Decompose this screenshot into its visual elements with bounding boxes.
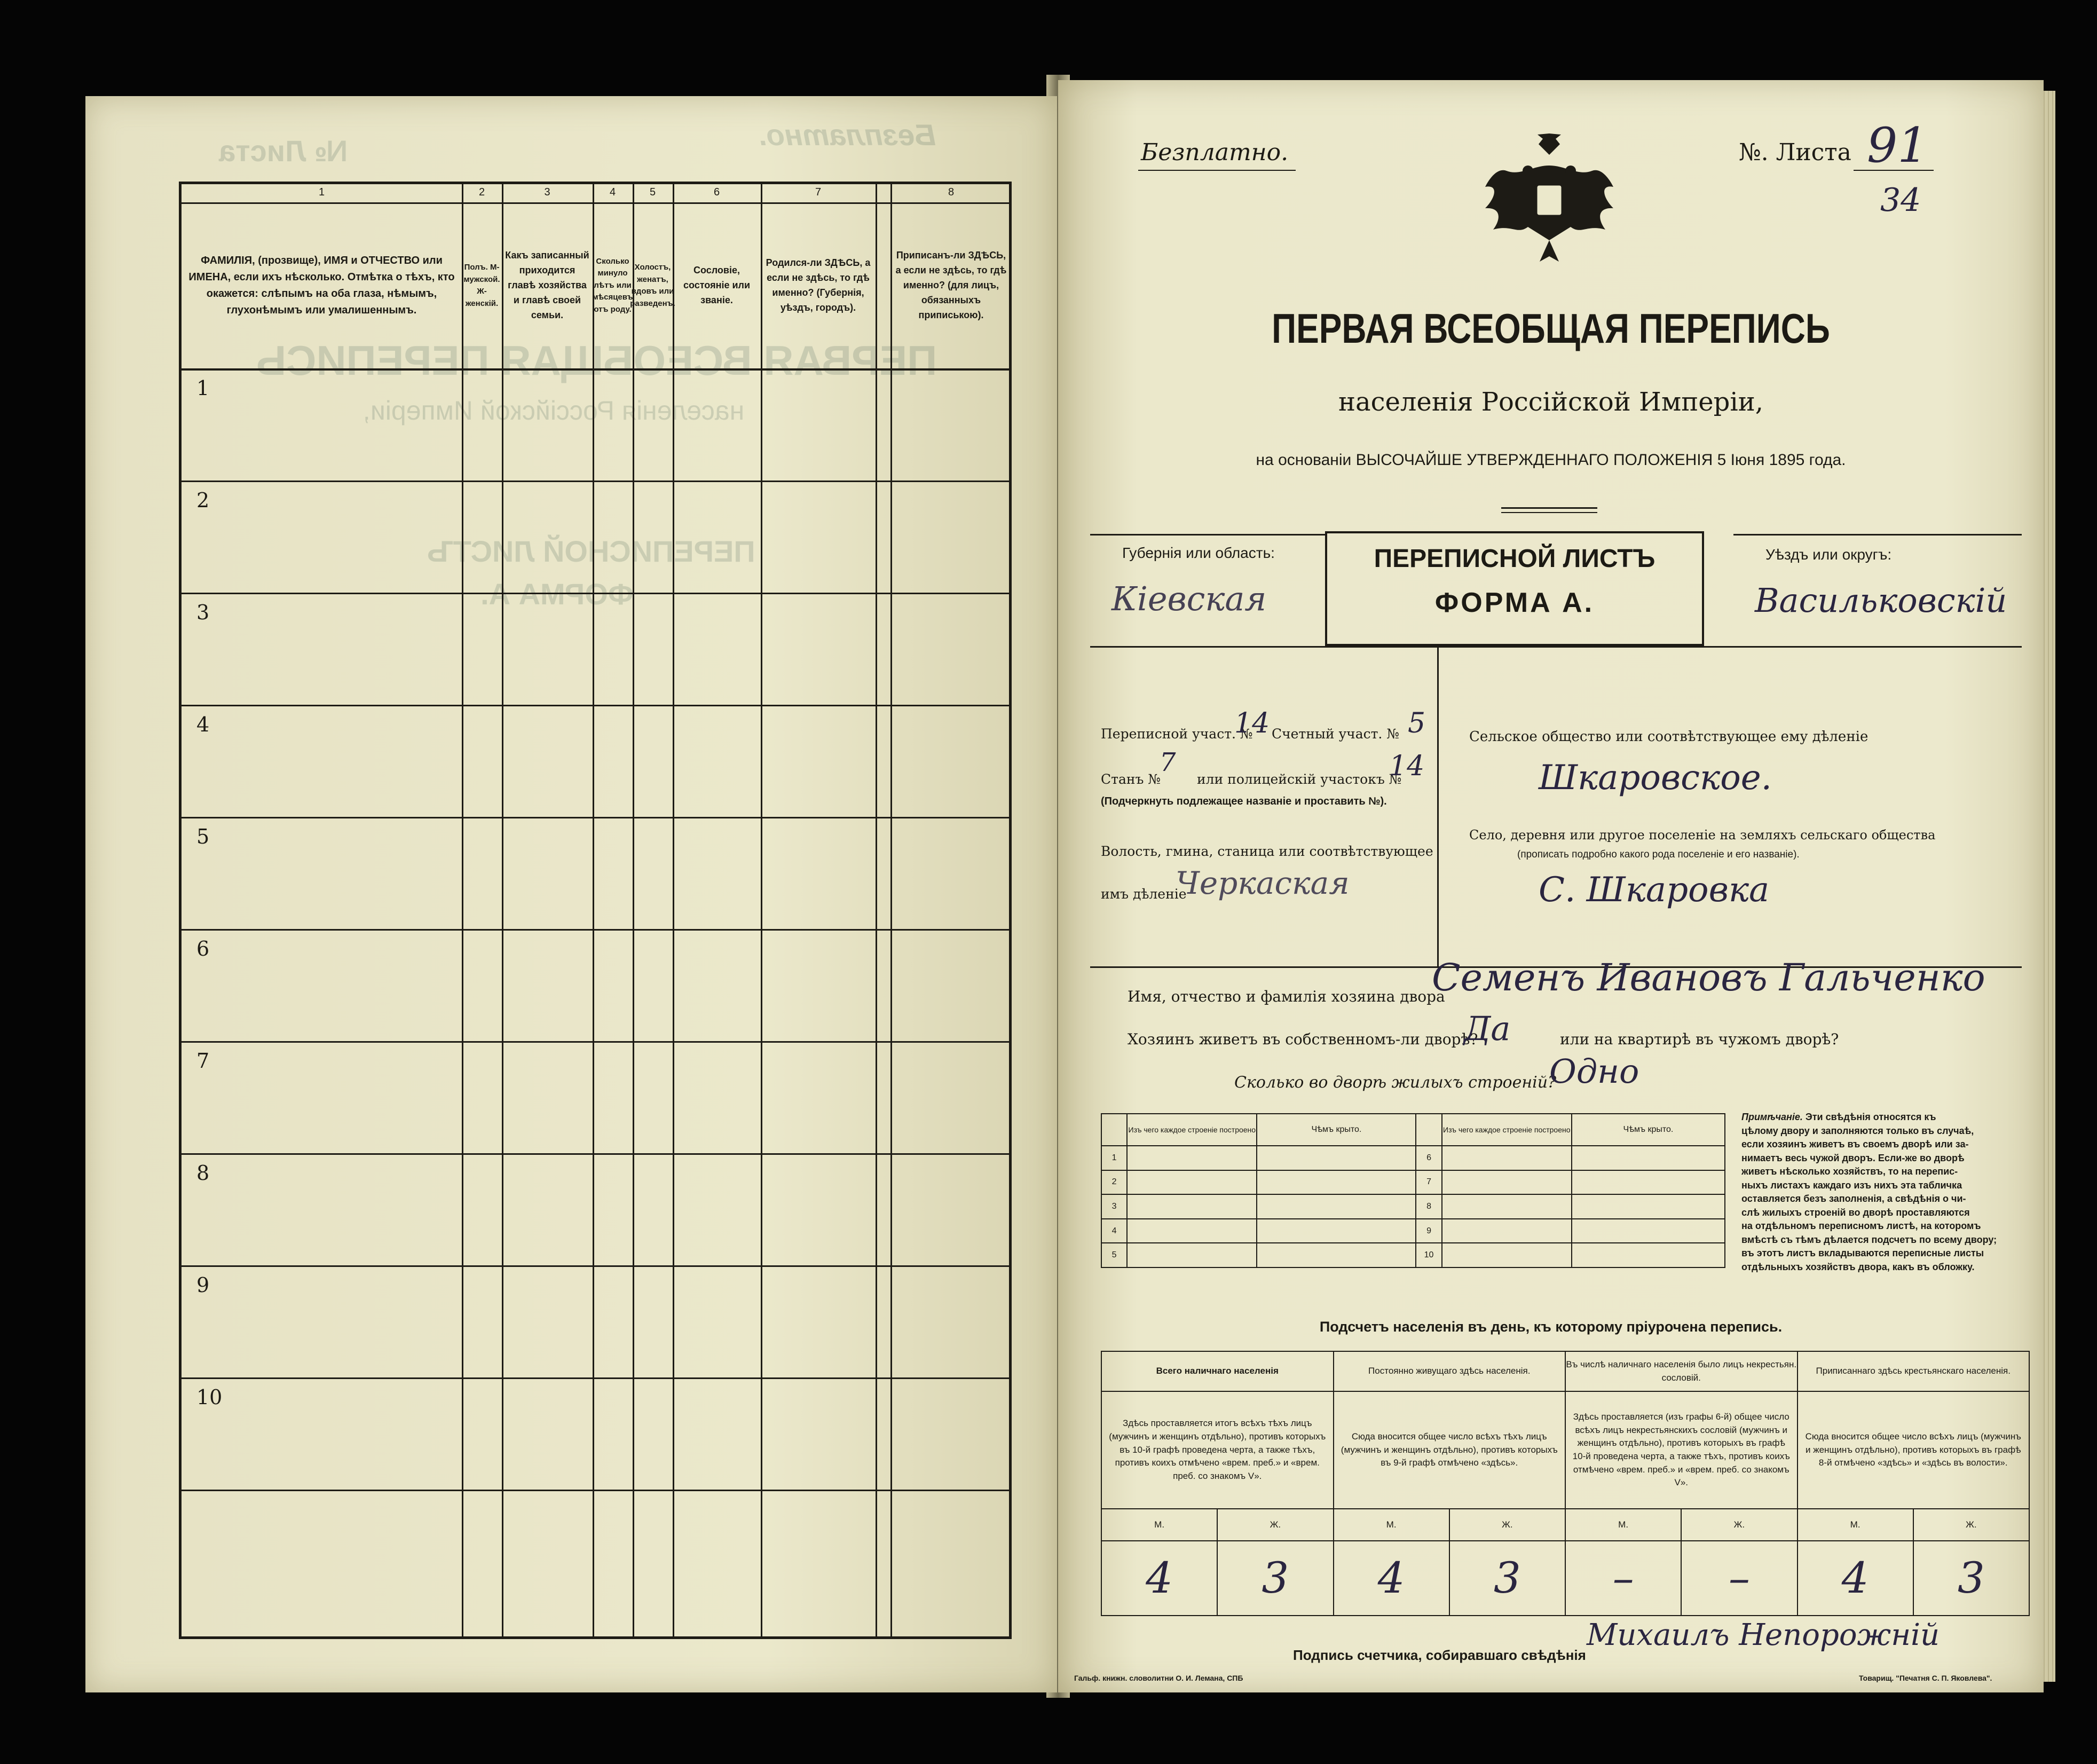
count-group-1-desc: Здѣсь проставляется итогъ всѣхъ тѣхъ лицъ (мужчинъ и женщинъ отдѣльно), противъ которыхъ въ 10-й графѣ проведена черта, а также тѣхъ, противъ коихъ отмѣчено «врем. преб.» и «врем. преб. со знакомъ V». <box>1101 1391 1334 1509</box>
village-value: С. Шкаровка <box>1539 870 1770 910</box>
police-label: или полицейскій участокъ № <box>1197 771 1402 787</box>
ornament-divider <box>1501 507 1597 513</box>
count-group-3-f-value: – <box>1681 1541 1797 1616</box>
form-subtitle: ФОРМА А. <box>1434 587 1595 618</box>
col-header-estate: Сословіе, состояніе или званіе. <box>683 265 751 305</box>
volost-label: Волость, гмина, станица или соотвѣтствующее <box>1101 844 1433 859</box>
stan-value: 7 <box>1160 747 1176 777</box>
note-line-9: на отдѣльномъ переписномъ листѣ, на которомъ <box>1741 1220 1981 1232</box>
col-number-2: 2 <box>478 186 485 198</box>
count-group-4-f-label: Ж. <box>1913 1509 2029 1541</box>
row-number-9: 9 <box>196 1273 210 1297</box>
imperial-eagle-icon <box>1469 133 1629 278</box>
ghost-form-subtitle: ФОРМА А. <box>480 577 634 611</box>
note-line-8: слѣ жилыхъ строеній во дворѣ проставляются <box>1741 1207 1970 1218</box>
ghost-free-label: Безплатно. <box>758 118 936 152</box>
police-value: 14 <box>1389 750 1425 782</box>
note-line-5: живетъ нѣсколько хозяйствъ, то на перепис- <box>1741 1166 1958 1177</box>
signature-label: Подпись счетчика, собиравшаго свѣдѣнія <box>1293 1647 1586 1663</box>
col-number-6: 6 <box>713 186 720 198</box>
building-row-9: 9 <box>1416 1219 1441 1243</box>
building-row-8: 8 <box>1416 1194 1441 1219</box>
count-group-3-desc: Здѣсь проставляется (изъ графы 6-й) общее число всѣхъ лицъ некрестьянскихъ сословій (мужчинъ и женщинъ отдѣльно), противъ которыхъ въ графѣ 10-й проведена черта, а также тѣхъ, противъ коихъ отмѣчено «врем. преб.» и «врем. преб. со знакомъ V». <box>1565 1391 1798 1509</box>
col-number-1: 1 <box>318 186 325 198</box>
col-number-5: 5 <box>649 186 656 198</box>
building-row-5: 5 <box>1101 1243 1127 1267</box>
note-line-11: въ этотъ листъ вкладываются переписные листы <box>1741 1248 1984 1259</box>
buildings-header-material-left: Изъ чего каждое строеніе построено <box>1127 1114 1257 1146</box>
count-group-2-m-value: 4 <box>1334 1541 1449 1616</box>
note-line-1: Эти свѣдѣнія относятся къ <box>1805 1112 1936 1122</box>
own-yard-value: Да <box>1464 1009 1511 1048</box>
sheet-label: №. Листа <box>1739 139 1851 166</box>
ghost-sheet-label: № Листа <box>219 134 348 168</box>
col-header-registered: Приписанъ-ли ЗДѢСЬ, а если не здѣсь, то гдѣ именно? (для лицъ, обязанныхъ припиською). <box>895 250 1007 320</box>
village-note: (прописать подробно какого рода поселеніе и его названіе). <box>1517 849 1800 860</box>
volost-value: Черкаская <box>1176 865 1350 901</box>
count-group-2-f-label: Ж. <box>1449 1509 1565 1541</box>
count-group-3-f-label: Ж. <box>1681 1509 1797 1541</box>
district-value: Васильковскій <box>1755 581 2007 620</box>
governorate-label: Губернія или область: <box>1122 545 1275 561</box>
row-number-5: 5 <box>196 825 210 848</box>
building-row-6: 6 <box>1416 1146 1441 1170</box>
governorate-box <box>1090 534 1325 641</box>
count-group-4-m-label: М. <box>1798 1509 1913 1541</box>
col-header-birthplace: Родился-ли ЗДѢСЬ, а если не здѣсь, то гдѣ именно? (Губернія, уѣздъ, городъ). <box>766 257 871 313</box>
population-count-table <box>1101 1351 2030 1616</box>
note-line-7: оставляется безъ заполненія, а свѣдѣнія о чи- <box>1741 1193 1966 1204</box>
count-group-2-header: Постоянно живущаго здѣсь населенія. <box>1334 1351 1566 1391</box>
count-group-3-header: Въ числѣ наличнаго населенія было лицъ некрестьян. сословій. <box>1565 1351 1798 1391</box>
row-number-4: 4 <box>196 713 210 736</box>
count-group-2-m-label: М. <box>1334 1509 1449 1541</box>
col-header-name: ФАМИЛІЯ, (прозвище), ИМЯ и ОТЧЕСТВО или ИМЕНА, если ихъ нѣсколько. Отмѣтка о тѣхъ, кто окажется: слѣпымъ на оба глаза, нѣмымъ, глухонѣмымъ или умалишеннымъ. <box>188 255 455 316</box>
col-header-relation: Какъ записанный приходится главѣ хозяйства и главѣ своей семьи. <box>505 250 589 320</box>
buildings-value: Одно <box>1549 1052 1639 1091</box>
building-row-3: 3 <box>1101 1194 1127 1219</box>
note-title: Примѣчаніе. <box>1741 1112 1803 1122</box>
rented-label: или на квартирѣ въ чужомъ дворѣ? <box>1560 1030 1839 1048</box>
count-group-4-header: Приписаннаго здѣсь крестьянскаго населенія. <box>1798 1351 2030 1391</box>
ghost-title: ПЕРВАЯ ВСЕОБЩАЯ ПЕРЕПИСЬ <box>256 337 937 384</box>
count-group-1-f-value: 3 <box>1217 1541 1333 1616</box>
printer-right: Товарищ. "Печатня С. П. Яковлева". <box>1859 1674 1992 1682</box>
society-value: Шкаровское. <box>1539 758 1772 798</box>
count-group-1-m-label: М. <box>1101 1509 1217 1541</box>
count-title: Подсчетъ населенія въ день, къ которому пріурочена перепись. <box>1319 1319 1783 1335</box>
count-group-2-f-value: 3 <box>1449 1541 1565 1616</box>
form-title: ПЕРЕПИСНОЙ ЛИСТЪ <box>1374 545 1655 573</box>
owner-label: Имя, отчество и фамилія хозяина двора <box>1128 988 1445 1005</box>
stan-label: Станъ № <box>1101 771 1161 787</box>
right-page <box>1058 80 2044 1692</box>
note-line-3: если хозяинъ живетъ въ своемъ дворѣ или за- <box>1741 1139 1969 1150</box>
row-number-8: 8 <box>196 1161 210 1185</box>
note-block <box>1741 1111 2030 1274</box>
buildings-header-roof-right: Чѣмъ крыто. <box>1572 1114 1725 1146</box>
ghost-subtitle: населенія Россійской Имперіи, <box>363 396 745 426</box>
underline-note: (Подчеркнуть подлежащее названіе и проставить №). <box>1101 796 1387 807</box>
col-header-marital: Холостъ, женатъ, вдовъ или разведенъ. <box>630 263 675 308</box>
governorate-value: Кіевская <box>1111 579 1267 618</box>
count-group-3-m-label: М. <box>1565 1509 1681 1541</box>
sheet-number: 91 <box>1867 117 1928 174</box>
owner-value: Семенъ Ивановъ Гальченко <box>1432 956 1985 999</box>
row-number-3: 3 <box>196 601 210 624</box>
buildings-header-material-right: Изъ чего каждое строеніе построено <box>1442 1114 1572 1146</box>
building-row-1: 1 <box>1101 1146 1127 1170</box>
left-page <box>85 96 1057 1692</box>
count-group-1-f-label: Ж. <box>1217 1509 1333 1541</box>
building-row-2: 2 <box>1101 1170 1127 1195</box>
count-group-3-m-value: – <box>1565 1541 1681 1616</box>
col-header-age: Сколько минуло лѣтъ или мѣсяцевъ отъ роду. <box>592 256 633 314</box>
note-line-12: отдѣльныхъ хозяйствъ двора, какъ въ обложку. <box>1741 1262 1975 1273</box>
col-number-3: 3 <box>544 186 550 198</box>
count-group-4-m-value: 4 <box>1798 1541 1913 1616</box>
ghost-form-title: ПЕРЕПИСНОЙ ЛИСТЪ <box>427 534 755 568</box>
col-number-4: 4 <box>609 186 616 198</box>
buildings-header-roof-left: Чѣмъ крыто. <box>1257 1114 1416 1146</box>
own-yard-label: Хозяинъ живетъ въ собственномъ-ли дворѣ? <box>1128 1030 1478 1048</box>
census-basis: на основаніи ВЫСОЧАЙШЕ УТВЕРЖДЕННАГО ПОЛОЖЕНІЯ 5 Іюня 1895 года. <box>1256 451 1846 469</box>
building-row-10: 10 <box>1416 1243 1441 1267</box>
row-number-2: 2 <box>196 489 210 512</box>
signature-value: Михаилъ Непорожній <box>1587 1618 1940 1652</box>
census-person-table <box>179 182 1012 1639</box>
count-group-4-f-value: 3 <box>1913 1541 2029 1616</box>
census-section-label: Переписной участ. № <box>1101 726 1253 742</box>
census-section-value: 14 <box>1234 707 1270 739</box>
volost-label-2: имъ дѣленіе <box>1101 886 1187 902</box>
buildings-label: Сколько во дворѣ жилыхъ строеній? <box>1234 1073 1557 1092</box>
counting-section-value: 5 <box>1408 707 1426 739</box>
society-label: Сельское общество или соотвѣтствующее ему дѣленіе <box>1469 729 1869 745</box>
note-line-2: цѣлому двору и заполняются только въ случаѣ, <box>1741 1125 1974 1136</box>
form-title-box <box>1325 531 1704 646</box>
col-number-8: 8 <box>948 186 955 198</box>
district-box <box>1733 534 2022 641</box>
buildings-table <box>1101 1113 1725 1268</box>
census-title: ПЕРВАЯ ВСЕОБЩАЯ ПЕРЕПИСЬ <box>1272 305 1830 352</box>
col-header-sex: Полъ. М-мужской. Ж-женскій. <box>463 263 500 308</box>
building-row-4: 4 <box>1101 1219 1127 1243</box>
count-group-1-m-value: 4 <box>1101 1541 1217 1616</box>
note-line-6: ныхъ листахъ каждаго изъ нихъ эта табличка <box>1741 1179 1962 1191</box>
counting-section-label: Счетный участ. № <box>1272 726 1399 742</box>
printer-left: Гальф. книжн. словолитни О. И. Лемана, СПБ <box>1074 1674 1243 1682</box>
row-number-10: 10 <box>196 1385 223 1409</box>
village-label: Село, деревня или другое поселеніе на земляхъ сельскаго общества <box>1469 828 1936 842</box>
row-number-1: 1 <box>196 376 210 400</box>
note-line-4: нимаетъ весь чужой дворъ. Если-же во дворѣ <box>1741 1152 1965 1163</box>
sheet-number-2: 34 <box>1880 182 1921 219</box>
building-row-7: 7 <box>1416 1170 1441 1195</box>
count-group-2-desc: Сюда вносится общее число всѣхъ тѣхъ лицъ (мужчинъ и женщинъ отдѣльно), противъ которыхъ въ 9-й графѣ отмѣчено «здѣсь». <box>1334 1391 1566 1509</box>
count-group-4-desc: Сюда вносится общее число всѣхъ лицъ (мужчинъ и женщинъ отдѣльно), противъ которыхъ въ графѣ 8-й отмѣчено «здѣсь» и «здѣсь въ волости». <box>1798 1391 2030 1509</box>
col-number-7: 7 <box>815 186 822 198</box>
row-number-7: 7 <box>196 1049 210 1073</box>
note-line-10: вмѣстѣ съ тѣмъ дѣлается подсчетъ по всему двору; <box>1741 1234 1997 1245</box>
census-subtitle: населенія Россійской Имперіи, <box>1338 387 1763 417</box>
free-label: Безплатно. <box>1141 139 1289 166</box>
count-group-1-header: Всего наличнаго населенія <box>1101 1351 1334 1391</box>
district-label: Уѣздъ или округъ: <box>1765 546 1892 563</box>
row-number-6: 6 <box>196 937 210 960</box>
